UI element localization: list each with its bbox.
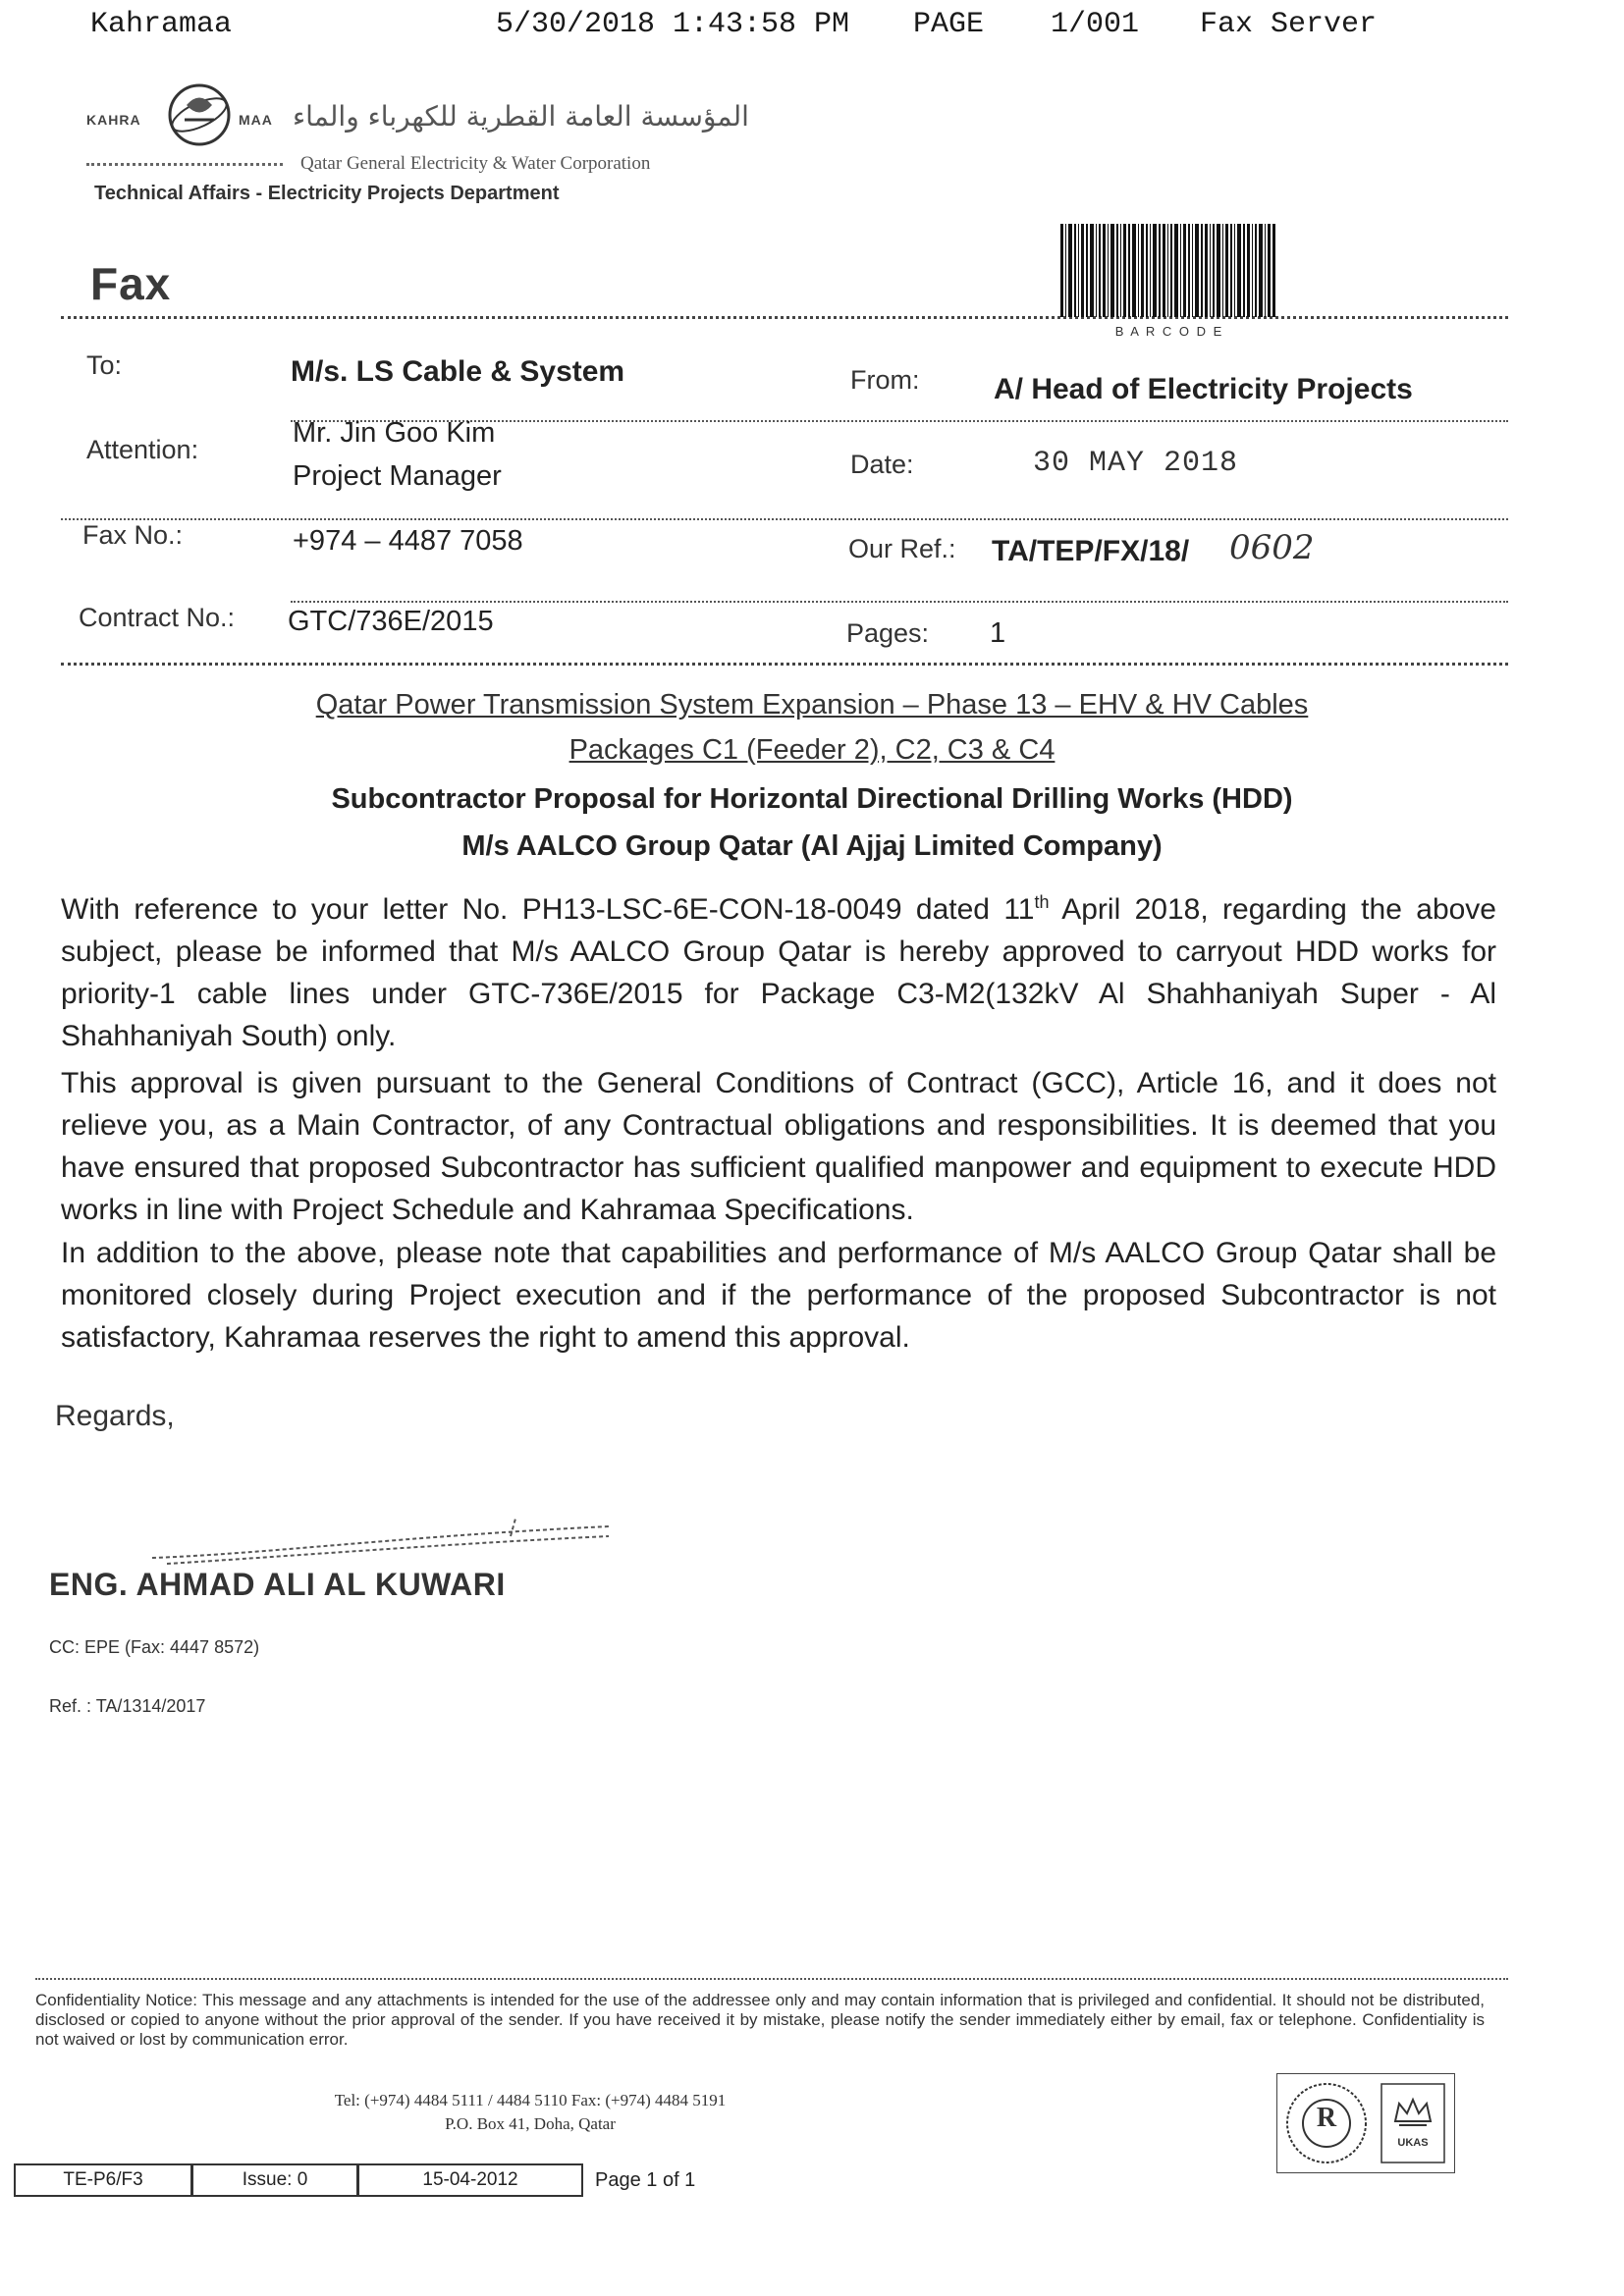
- our-ref-label: Our Ref.:: [848, 534, 956, 563]
- fax-page-label: PAGE: [913, 8, 985, 41]
- form-code: TE-P6/F3: [14, 2163, 192, 2197]
- from-value: A/ Head of Electricity Projects: [994, 373, 1413, 405]
- certification-marks: [1276, 2073, 1455, 2173]
- registered-cert-mark: R: [1316, 2103, 1337, 2133]
- fax-datetime: 5/30/2018 1:43:58 PM: [496, 8, 850, 41]
- our-ref-handwritten: 0602: [1229, 528, 1315, 567]
- logo-text-left: KAHRA: [86, 112, 141, 128]
- fax-number-value: +974 – 4487 7058: [293, 525, 523, 557]
- body-paragraph-2: This approval is given pursuant to the General Conditions of Contract (GCC), Article 16, and it does not relieve you, as a Main Contractor, of any Contractual obligations and responsibilities. It is deemed that you have ensured that proposed Subcontractor has sufficient qualified manpower and equipment to execute HDD works in line with Project Schedule and Kahramaa Specifications.: [61, 1067, 1496, 1226]
- row-rule: [291, 601, 1508, 603]
- attention-label: Attention:: [86, 435, 199, 464]
- signature-stroke: [147, 1507, 619, 1575]
- contact-address: P.O. Box 41, Doha, Qatar: [445, 2114, 616, 2133]
- reference-line: Ref. : TA/1314/2017: [49, 1696, 206, 1716]
- body-paragraph-3: In addition to the above, please note that capabilities and performance of M/s AALCO Group Qatar shall be monitored closely during Project execution and if the performance of the proposed Subcontractor is not satisfactory, Kahramaa reserves the right to amend this approval.: [61, 1237, 1496, 1354]
- fields-bottom-rule: [61, 663, 1508, 666]
- ukas-label: UKAS: [1397, 2137, 1429, 2149]
- logo-text-right: MAA: [239, 112, 273, 128]
- barcode-icon: [1060, 224, 1278, 334]
- issue-number: Issue: 0: [191, 2163, 358, 2197]
- signatory-name: ENG. AHMAD ALI AL KUWARI: [49, 1567, 506, 1602]
- body-paragraph-1: [61, 881, 1496, 1057]
- date-stamp: 30 MAY 2018: [1033, 447, 1239, 480]
- subject-title: Subcontractor Proposal for Horizontal Directional Drilling Works (HDD): [331, 783, 1293, 815]
- to-label: To:: [86, 350, 123, 380]
- contact-tel: Tel: (+974) 4484 5111 / 4484 5110 Fax: (+974) 4484 5191: [334, 2091, 727, 2109]
- confidentiality-notice: Confidentiality Notice: This message and any attachments is intended for the use of the addressee only and may contain information that is privileged and confidential. It should not be distributed, disclosed or copied to anyone without the prior approval of the sender. If you have received it by mistake, please notify the sender immediately either by email, fax or telephone. Confidentiality is not waived or lost by communication error.: [35, 1991, 1485, 2049]
- from-label: From:: [850, 365, 920, 395]
- our-ref-value: TA/TEP/FX/18/: [992, 535, 1190, 567]
- ukas-crown-icon: [1380, 2082, 1446, 2164]
- attention-title: Project Manager: [293, 460, 502, 492]
- letterhead-rule: [86, 163, 283, 166]
- ordinal-suffix: th: [1034, 892, 1050, 912]
- row-rule: [61, 518, 1508, 520]
- fax-page-value: 1/001: [1051, 8, 1140, 41]
- subject-packages-line: Packages C1 (Feeder 2), C2, C3 & C4: [568, 734, 1056, 766]
- fax-server: Fax Server: [1200, 8, 1378, 41]
- regards: Regards,: [55, 1400, 175, 1432]
- kahramaa-logo-icon: [165, 80, 234, 149]
- department-name: Technical Affairs - Electricity Projects Department: [94, 183, 560, 204]
- body-paragraph-1-start: With reference to your letter No. PH13-LSC-6E-CON-18-0049 dated 11: [61, 893, 1035, 926]
- fax-company: Kahramaa: [90, 8, 233, 41]
- pages-value: 1: [990, 617, 1006, 649]
- attention-name: Mr. Jin Goo Kim: [293, 417, 496, 449]
- cc-line: CC: EPE (Fax: 4447 8572): [49, 1637, 260, 1657]
- document-type: Fax: [90, 258, 172, 309]
- subject-project-line: Qatar Power Transmission System Expansion – Phase 13 – EHV & HV Cables: [315, 689, 1309, 721]
- issue-date: 15-04-2012: [357, 2163, 583, 2197]
- footer-rule: [35, 1978, 1508, 1980]
- org-name: Qatar General Electricity & Water Corporation: [300, 153, 651, 174]
- letterhead: [86, 79, 774, 216]
- arabic-org-name: المؤسسة العامة القطرية للكهرباء والماء: [293, 100, 749, 133]
- title-rule: [61, 316, 1508, 319]
- date-label: Date:: [850, 450, 914, 479]
- contract-label: Contract No.:: [79, 603, 236, 632]
- contract-value: GTC/736E/2015: [288, 606, 494, 637]
- barcode-label: B A R C O D E: [1060, 324, 1278, 339]
- fax-number-label: Fax No.:: [82, 520, 184, 550]
- to-value: M/s. LS Cable & System: [291, 355, 625, 388]
- form-page-number: Page 1 of 1: [595, 2169, 696, 2191]
- body-paragraph-1-end: April 2018, regarding the above subject, please be informed that M/s AALCO Group Qatar is hereby approved to carryout HDD works for priority-1 cable lines under GTC-736E/2015 for Package C3-M2(132kV Al Shahhaniyah Super - Al Shahhaniyah South) only.: [61, 893, 1496, 1052]
- subject-subcontractor: M/s AALCO Group Qatar (Al Ajjaj Limited Company): [461, 830, 1163, 862]
- pages-label: Pages:: [846, 618, 930, 648]
